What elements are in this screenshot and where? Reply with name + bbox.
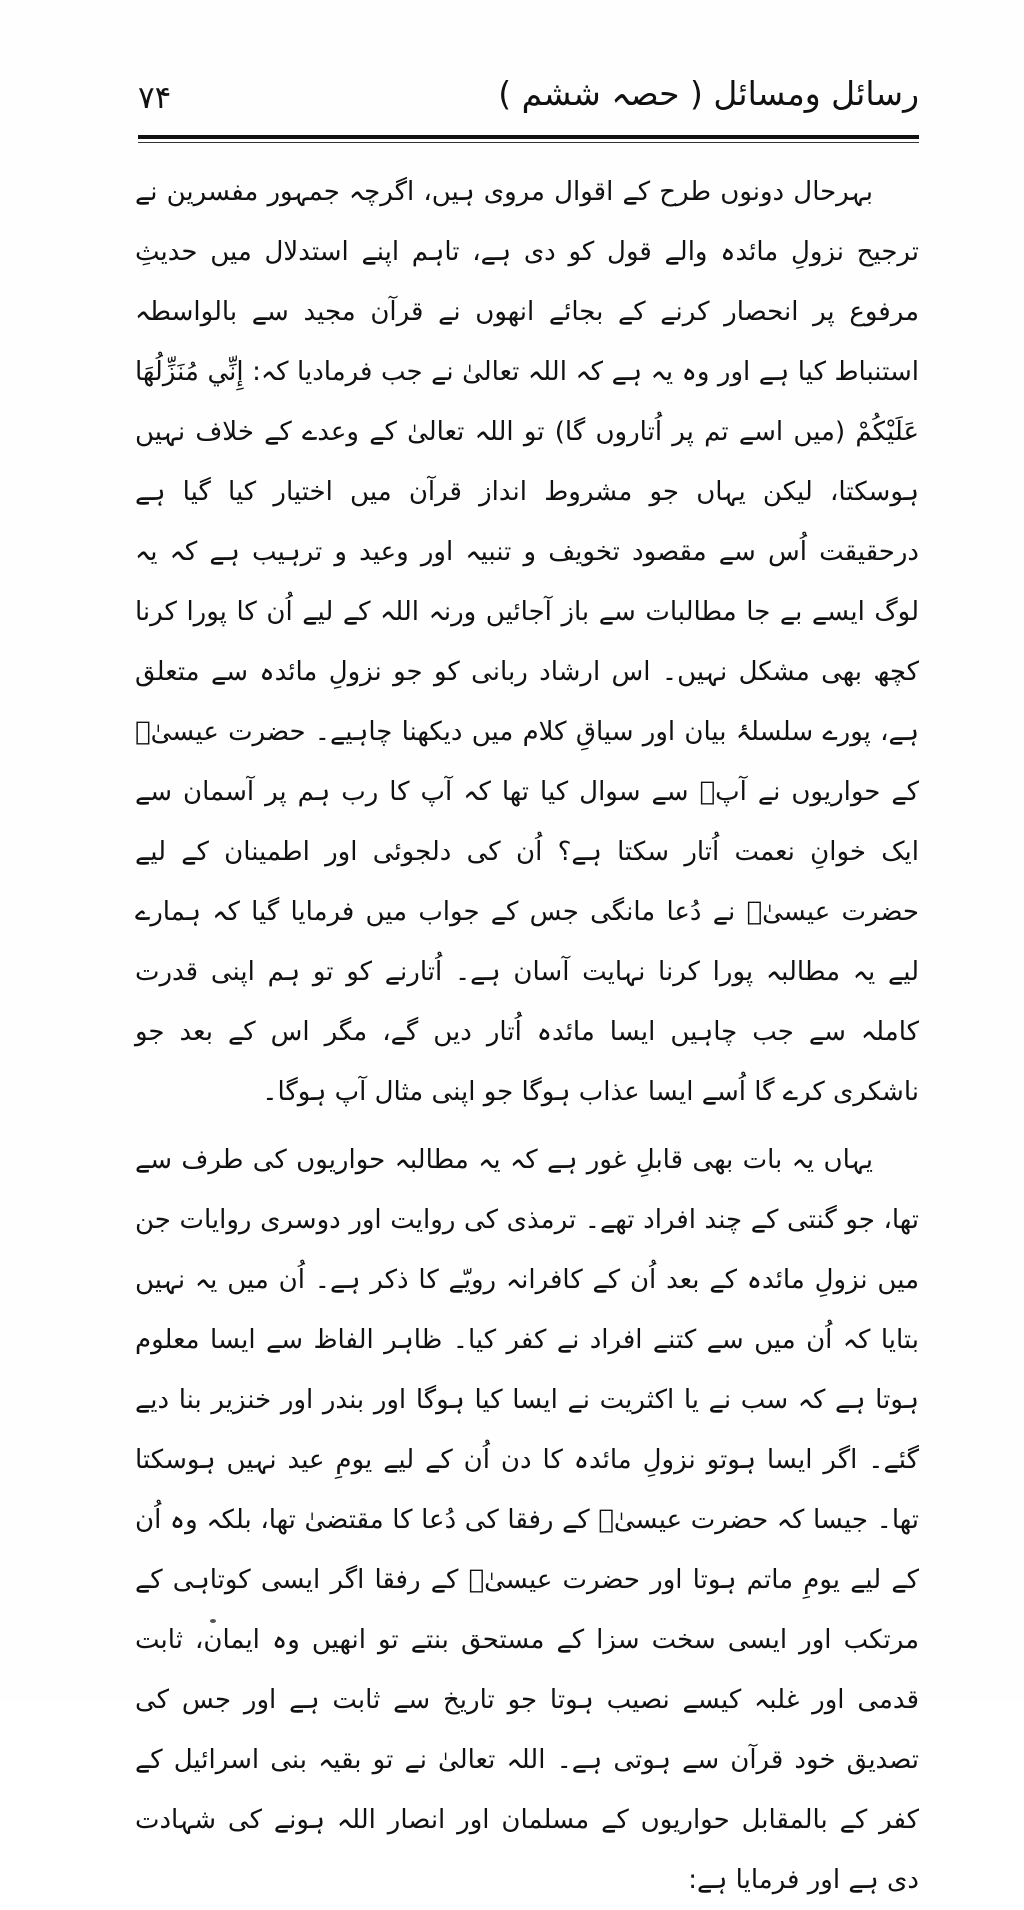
running-header: [138, 62, 919, 134]
print-speck: [210, 1619, 216, 1623]
header-rule-thin: [138, 142, 919, 143]
header-title: رسائل ومسائل ( حصہ ششم ): [498, 74, 919, 113]
paragraph-2: یہاں یہ بات بھی قابلِ غور ہے کہ یہ مطالبہ حواریوں کی طرف سے تھا، جو گنتی کے چند افراد تھے۔ ترمذی کی روایت اور دوسری روایات جن میں نزولِ مائدہ کے بعد اُن کے کافرانہ رویّے کا ذکر ہے۔ اُن میں یہ نہیں بتایا کہ اُن میں سے کتنے افراد نے کفر کیا۔ ظاہر الفاظ سے ایسا معلوم ہوتا ہے کہ سب نے یا اکثریت نے ایسا کیا ہوگا اور بندر اور خنزیر بنا دیے گئے۔ اگر ایسا ہوتو نزولِ مائدہ کا دن اُن کے لیے یومِ عید نہیں ہوسکتا تھا۔ جیسا کہ حضرت عیسیٰؑ کے رفقا کی دُعا کا مقتضیٰ تھا، بلکہ وہ اُن کے لیے یومِ ماتم ہوتا اور حضرت عیسیٰؑ کے رفقا اگر ایسی کوتاہی کے مرتکب اور ایسی سخت سزا کے مستحق بنتے تو انھیں وہ ایمان، ثابت قدمی اور غلبہ کیسے نصیب ہوتا جو تاریخ سے ثابت ہے اور جس کی تصدیق خود قرآن سے ہوتی ہے۔ اللہ تعالیٰ نے تو بقیہ بنی اسرائیل کے کفر کے بالمقابل حواریوں کے مسلمان اور انصار اللہ ہونے کی شہادت دی ہے اور فرمایا ہے:: [135, 1145, 919, 1895]
page-number: ۷۴: [138, 80, 172, 116]
header-rule-thick: [138, 135, 919, 139]
body-text: [135, 162, 919, 1910]
paragraph-1: بہرحال دونوں طرح کے اقوال مروی ہیں، اگرچہ جمہور مفسرین نے ترجیح نزولِ مائدہ والے قول کو دی ہے، تاہم اپنے استدلال میں حدیثِ مرفوع پر انحصار کرنے کے بجائے انھوں نے قرآن مجید سے بالواسطہ استنباط کیا ہے اور وہ یہ ہے کہ اللہ تعالیٰ نے جب فرمادیا کہ: إِنِّي مُنَزِّلُهَا عَلَيْكُمْ (میں اسے تم پر اُتاروں گا) تو اللہ تعالیٰ کے وعدے کے خلاف نہیں ہوسکتا، لیکن یہاں جو مشروط انداز قرآن میں اختیار کیا گیا ہے درحقیقت اُس سے مقصود تخویف و تنبیہ اور وعید و ترہیب ہے کہ یہ لوگ ایسے بے جا مطالبات سے باز آجائیں ورنہ اللہ کے لیے اُن کا پورا کرنا کچھ بھی مشکل نہیں۔ اس ارشاد ربانی کو جو نزولِ مائدہ سے متعلق ہے، پورے سلسلۂ بیان اور سیاقِ کلام میں دیکھنا چاہیے۔ حضرت عیسیٰؑ کے حواریوں نے آپؑ سے سوال کیا تھا کہ آپ کا رب ہم پر آسمان سے ایک خوانِ نعمت اُتار سکتا ہے؟ اُن کی دلجوئی اور اطمینان کے لیے حضرت عیسیٰؑ نے دُعا مانگی جس کے جواب میں فرمایا گیا کہ ہمارے لیے یہ مطالبہ پورا کرنا نہایت آسان ہے۔ اُتارنے کو تو ہم اپنی قدرت کاملہ سے جب چاہیں ایسا مائدہ اُتار دیں گے، مگر اس کے بعد جو ناشکری کرے گا اُسے ایسا عذاب ہوگا جو اپنی مثال آپ ہوگا۔: [135, 177, 919, 1107]
